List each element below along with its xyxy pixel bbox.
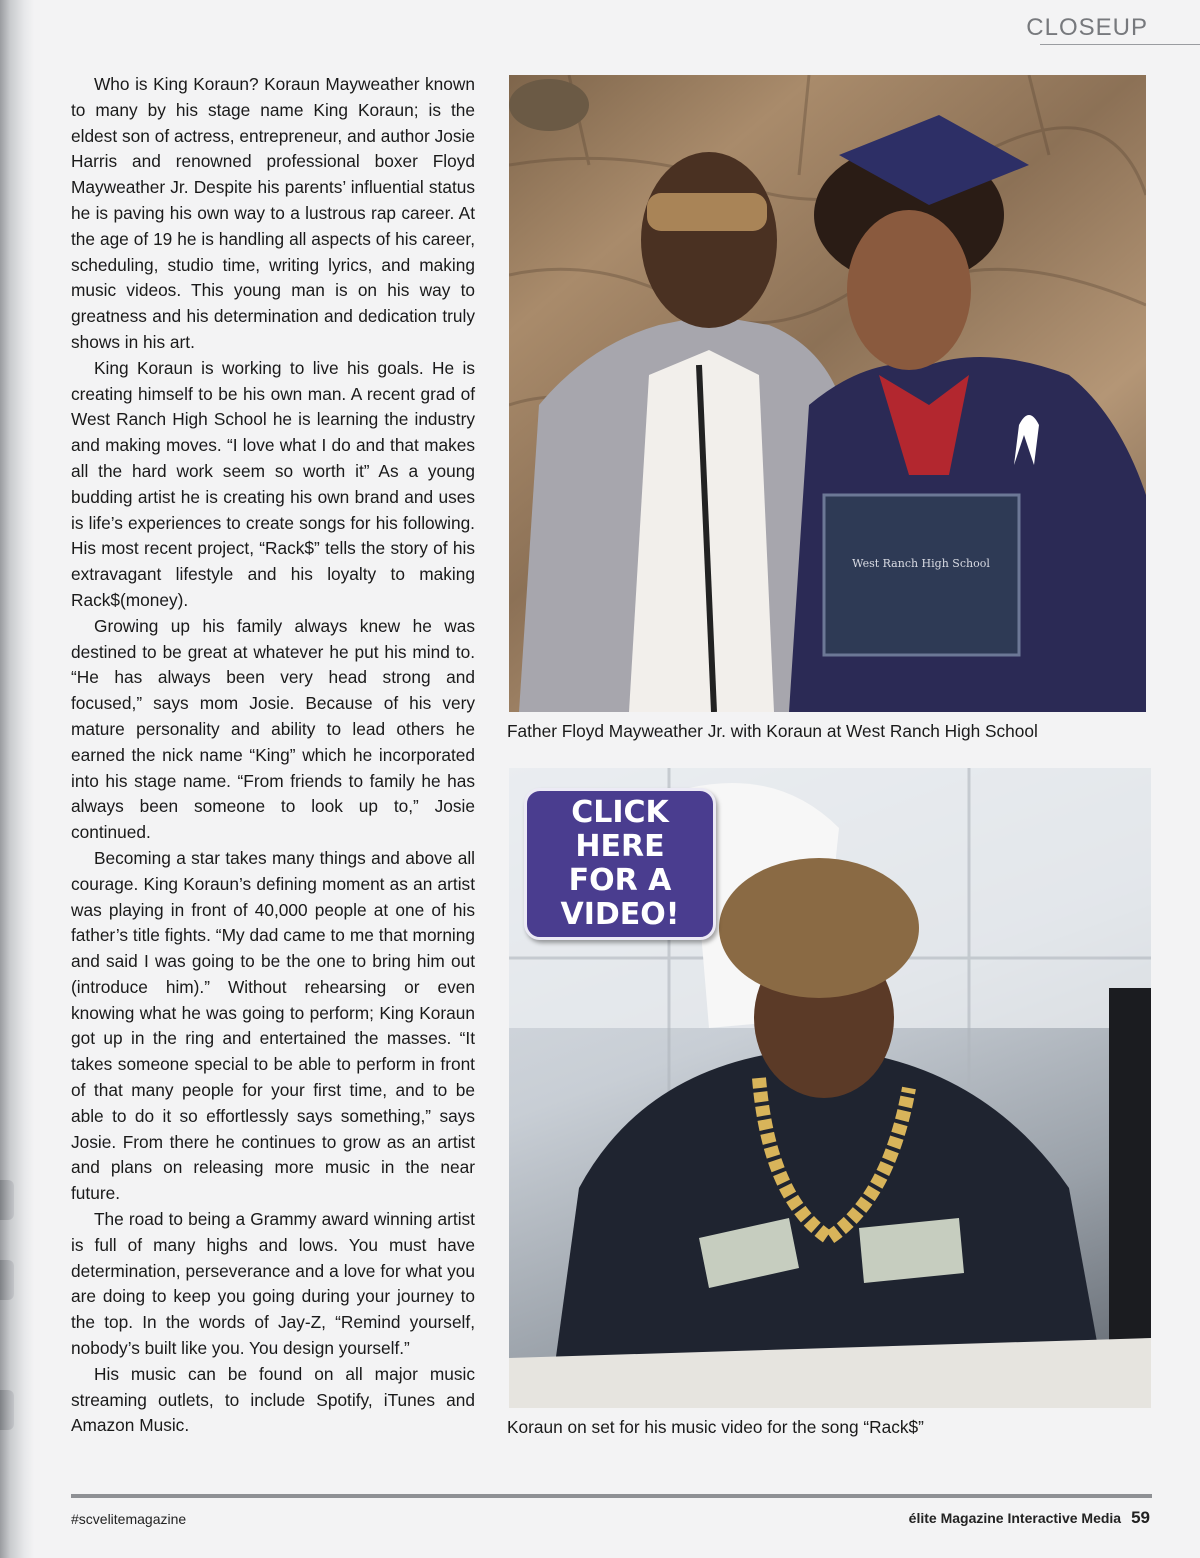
badge-line: HERE <box>575 829 665 864</box>
graduation-photo <box>509 75 1146 712</box>
binding-mark <box>0 1260 14 1300</box>
click-for-video-button[interactable] <box>524 788 716 940</box>
photo-caption: Koraun on set for his music video for the song “Rack$” <box>507 1417 924 1437</box>
binding-mark <box>0 1180 14 1220</box>
diploma-text: West Ranch High School <box>852 557 990 570</box>
photo-caption: Father Floyd Mayweather Jr. with Koraun at West Ranch High School <box>507 721 1038 741</box>
article-paragraph: Becoming a star takes many things and above all courage. King Koraun’s defining moment as an artist was playing in front of 40,000 people at one of his father’s title fights. “My dad came to me that morning and said I was going to be the one to bring him out (introduce him).” Without rehearsing or even knowing what he was going to perform; King Koraun got up in the ring and entertained the masses. “It takes someone special to be able to perform in front of that many people for your first time, and to be able to do it so effortlessly says something,” says Josie. From there he continues to grow as an artist and plans on releasing more music in the near future. <box>71 847 475 1204</box>
badge-line: CLICK <box>571 795 669 830</box>
badge-line: VIDEO! <box>560 897 680 932</box>
badge-line: FOR A <box>568 863 672 898</box>
article-paragraph: Growing up his family always knew he was destined to be great at whatever he put his mind to. “He has always been very head strong and focused,” says mom Josie. Because of his very mature personality and ability to lead others he earned the nick name “King” which he incorporated into his stage name. “From friends to family he has always been someone to look up to,” Josie continued. <box>71 615 475 843</box>
footer-publication-block <box>909 1508 1150 1528</box>
page-edge-shadow <box>0 0 34 1558</box>
article-paragraph: The road to being a Grammy award winning artist is full of many highs and lows. You must have determination, perseverance and a love for what you are doing to keep you going during your journey to the top. In the words of Jay-Z, “Remind yourself, nobody’s built like you. You design yourself.” <box>71 1209 475 1359</box>
section-label: CLOSEUP <box>1026 14 1148 41</box>
binding-mark <box>0 1390 14 1430</box>
footer-publication: élite Magazine Interactive Media <box>908 1510 1122 1526</box>
graduation-photo-illustration <box>509 75 1146 712</box>
article-paragraph: King Koraun is working to live his goals. He is creating himself to be his own man. A recent grad of West Ranch High School he is learning the industry and making moves. “I love what I do and that makes all the hard work seem so worth it” As a young budding artist he is creating his own brand and uses is life’s experiences to create songs for his following. His most recent project, “Rack$” tells the story of his extravagant lifestyle and his loyalty to making Rack$(money). <box>71 357 475 610</box>
section-rule <box>1040 44 1200 45</box>
footer-hashtag: #scvelitemagazine <box>71 1511 187 1527</box>
footer-rule <box>71 1494 1152 1498</box>
article-paragraph: His music can be found on all major music streaming outlets, to include Spotify, iTunes and Amazon Music. <box>71 1363 475 1436</box>
page-number: 59 <box>1131 1508 1150 1527</box>
article-paragraph: Who is King Koraun? Koraun Mayweather known to many by his stage name King Koraun; is the eldest son of actress, entrepreneur, and author Josie Harris and renowned professional boxer Floyd Mayweather Jr. Despite his parents’ influential status he is paving his own way to a lustrous rap career. At the age of 19 he is handling all aspects of his career, scheduling, studio time, writing lyrics, and making music videos. This young man is on his way to greatness and his determination and dedication truly shows in his art. <box>71 74 475 352</box>
article-body <box>71 72 475 1439</box>
